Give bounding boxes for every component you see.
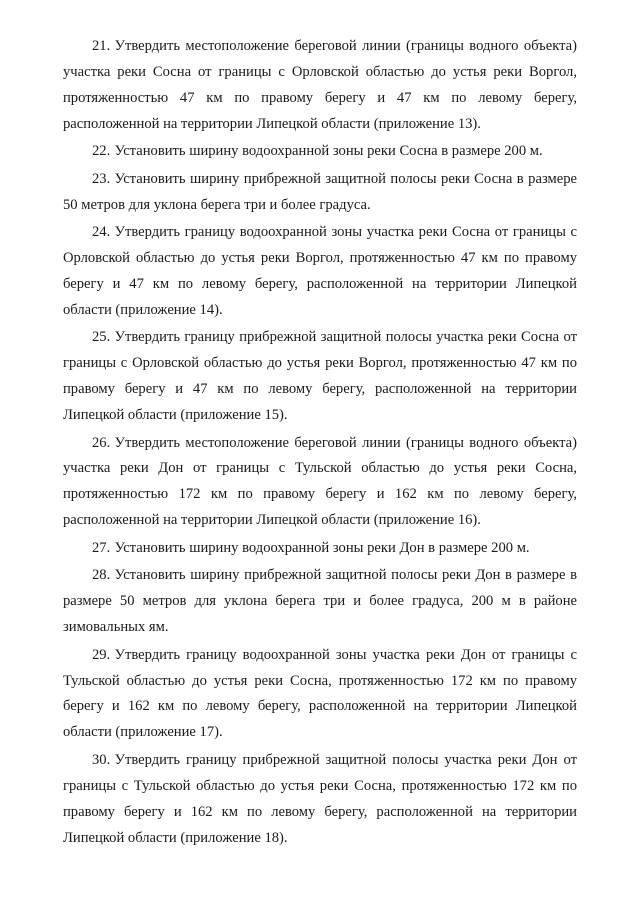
paragraph-22 — [63, 139, 577, 165]
paragraph-27 — [63, 536, 577, 562]
paragraph-number: 24. — [92, 224, 111, 241]
paragraph-text: Утвердить границу прибрежной защитной полосы участка реки Сосна от границы с Орловской областью до устья реки Воргол, протяженностью 47 км по правому берегу и 47 км по левому берегу, расположенной на территории Липецкой области (приложение 15). — [63, 329, 577, 424]
paragraph-text: Установить ширину прибрежной защитной полосы реки Сосна в размере 50 метров для уклона берега три и более градуса. — [63, 170, 577, 213]
paragraph-text: Утвердить местоположение береговой линии (границы водного объекта) участка реки Дон от границы с Тульской областью до устья реки Сосна, протяженностью 172 км по правому берегу и 162 км по левому берегу, расположенной на территории Липецкой области (приложение 16). — [63, 434, 577, 529]
paragraph-text: Утвердить границу прибрежной защитной полосы участка реки Дон от границы с Тульской областью до устья реки Сосна, протяженностью 172 км по правому берегу и 162 км по левому берегу, расположенной на территории Липецкой области (приложение 18). — [63, 751, 577, 846]
paragraph-number: 28. — [92, 567, 111, 584]
paragraph-number: 27. — [92, 539, 111, 556]
paragraph-number: 30. — [92, 751, 111, 768]
paragraph-number: 25. — [92, 329, 111, 346]
paragraph-28 — [63, 563, 577, 641]
paragraph-25 — [63, 325, 577, 429]
paragraph-30 — [63, 748, 577, 852]
paragraph-text: Утвердить границу водоохранной зоны участка реки Дон от границы с Тульской областью до устья реки Сосна, протяженностью 172 км по правому берегу и 162 км по левому берегу, расположенной на территории Липецкой области (приложение 17). — [63, 646, 577, 741]
paragraph-text: Установить ширину водоохранной зоны реки Дон в размере 200 м. — [114, 539, 530, 556]
document-page — [63, 34, 577, 853]
paragraph-number: 26. — [92, 434, 111, 451]
paragraph-24 — [63, 220, 577, 324]
paragraph-number: 22. — [92, 143, 111, 160]
paragraph-number: 23. — [92, 170, 111, 187]
paragraph-23 — [63, 167, 577, 219]
paragraph-text: Установить ширину водоохранной зоны реки Сосна в размере 200 м. — [114, 143, 543, 160]
paragraph-number: 21. — [92, 38, 111, 54]
paragraph-text: Установить ширину прибрежной защитной полосы реки Дон в размере в размере 50 метров для уклона берега три и более градуса, 200 м в районе зимовальных ям. — [63, 567, 577, 636]
paragraph-29 — [63, 643, 577, 747]
paragraph-21 — [63, 34, 577, 138]
paragraph-26 — [63, 431, 577, 535]
paragraph-number: 29. — [92, 646, 111, 663]
paragraph-text: Утвердить местоположение береговой линии (границы водного объекта) участка реки Сосна от границы с Орловской областью до устья реки Воргол, протяженностью 47 км по правому берегу и 47 км по левому берегу, расположенной на территории Липецкой области (приложение 13). — [63, 38, 577, 132]
paragraph-text: Утвердить границу водоохранной зоны участка реки Сосна от границы с Орловской областью до устья реки Воргол, протяженностью 47 км по правому берегу и 47 км по левому берегу, расположенной на территории Липецкой области (приложение 14). — [63, 224, 577, 318]
